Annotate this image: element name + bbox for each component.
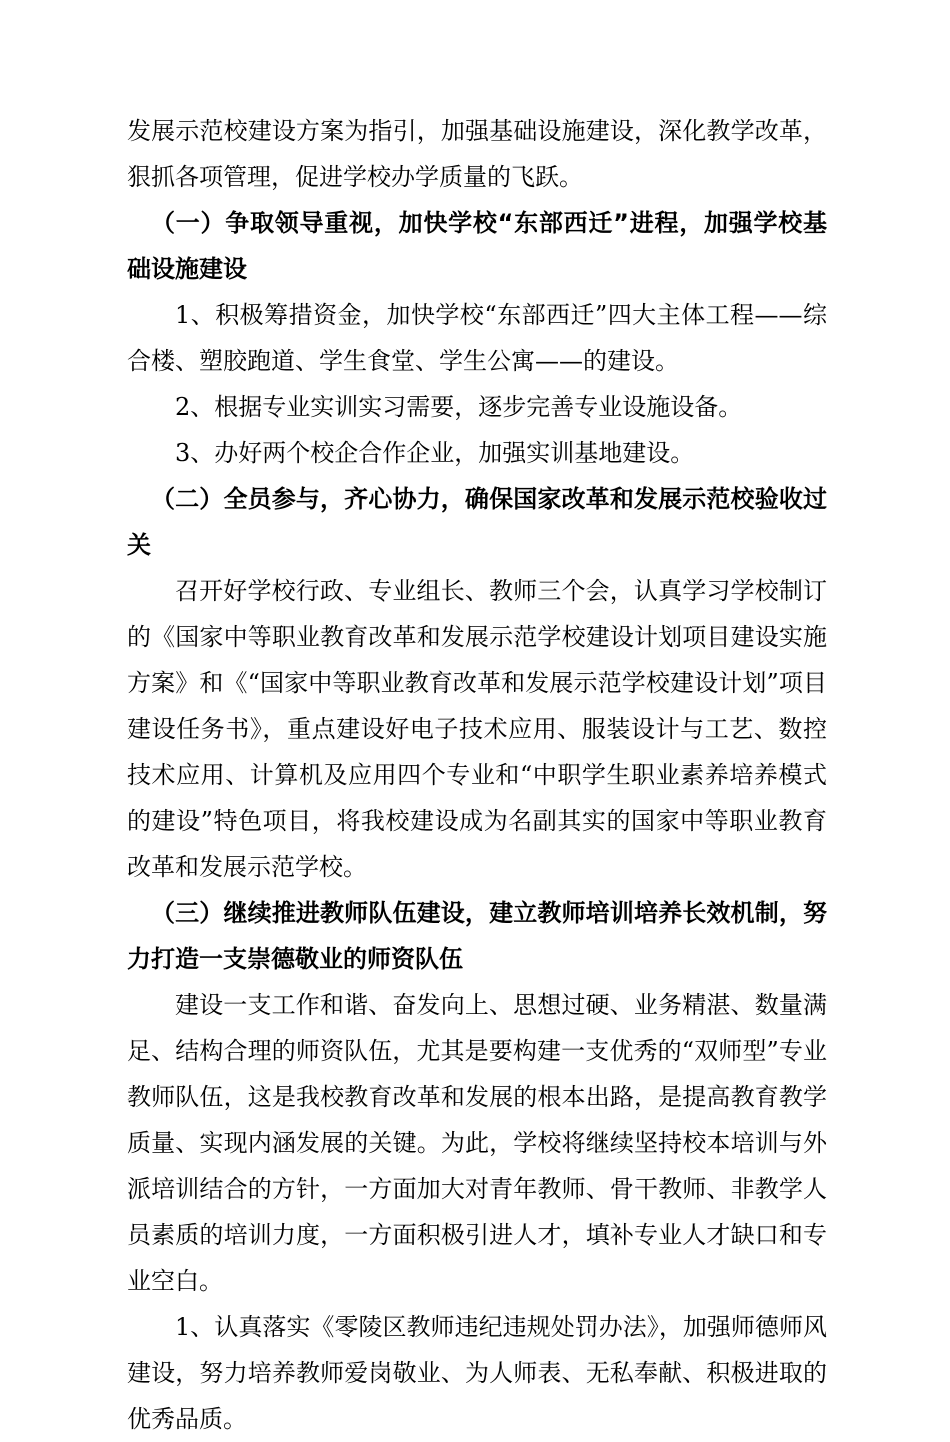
section-2-paragraph: 召开好学校行政、专业组长、教师三个会，认真学习学校制订的《国家中等职业教育改革和发展示范学校建设计划项目建设实施方案》和《“国家中等职业教育改革和发展示范学校建设计划”项目建设任务书》，重点建设好电子技术应用、服装设计与工艺、数控技术应用、计算机及应用四个专业和“中职学生职业素养培养模式的建设”特色项目，将我校建设成为名副其实的国家中等职业教育改革和发展示范学校。 [127,577,827,881]
section-heading-1: （一）争取领导重视，加快学校“东部西迁”进程，加强学校基础设施建设 [127,209,827,283]
section-3-item-1: 1、认真落实《零陵区教师违纪违规处罚办法》，加强师德师风建设，努力培养教师爱岗敬业、为人师表、无私奉献、积极进取的优秀品质。 [127,1313,827,1433]
section-3-paragraph: 建设一支工作和谐、奋发向上、思想过硬、业务精湛、数量满足、结构合理的师资队伍，尤其是要构建一支优秀的“双师型”专业教师队伍，这是我校教育改革和发展的根本出路，是提高教育教学质量、实现内涵发展的关键。为此，学校将继续坚持校本培训与外派培训结合的方针，一方面加大对青年教师、骨干教师、非教学人员素质的培训力度，一方面积极引进人才，填补专业人才缺口和专业空白。 [127,991,827,1295]
section-1-item-3: 3、办好两个校企合作企业，加强实训基地建设。 [175,439,695,467]
section-1-item-1: 1、积极筹措资金，加快学校“东部西迁”四大主体工程——综合楼、塑胶跑道、学生食堂、学生公寓——的建设。 [127,301,827,375]
document-page [127,108,827,1442]
section-1-item-2: 2、根据专业实训实习需要，逐步完善专业设施设备。 [175,393,743,421]
section-heading-2: （二）全员参与，齐心协力，确保国家改革和发展示范校验收过关 [127,485,827,559]
intro-paragraph: 发展示范校建设方案为指引，加强基础设施建设，深化教学改革，狠抓各项管理，促进学校办学质量的飞跃。 [127,117,827,191]
section-heading-3: （三）继续推进教师队伍建设，建立教师培训培养长效机制，努力打造一支崇德敬业的师资队伍 [127,899,827,973]
